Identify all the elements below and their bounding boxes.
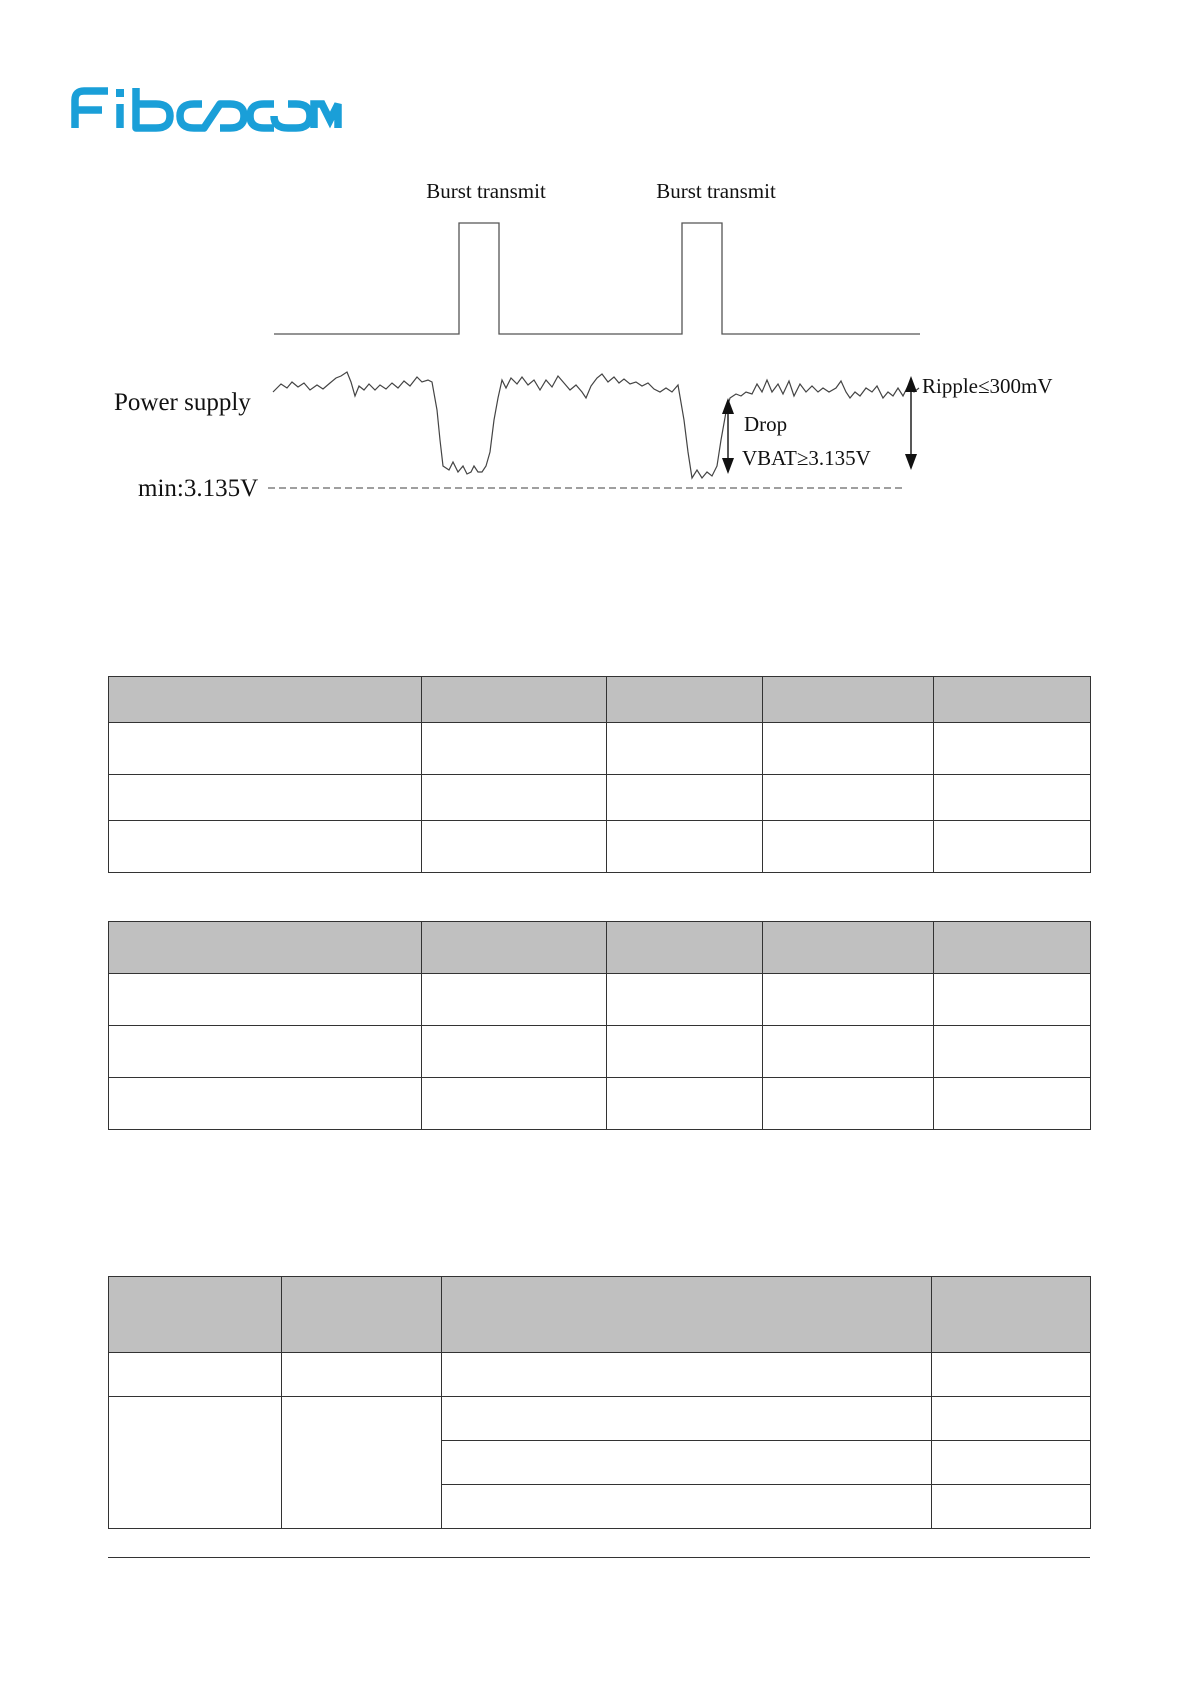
table-row [109,1078,1091,1130]
table-header-cell [932,1277,1091,1353]
table-cell [934,775,1091,821]
table-cell [932,1397,1091,1441]
table-header-cell [109,1277,282,1353]
table-row [109,974,1091,1026]
table-cell [607,1026,763,1078]
table-cell [934,821,1091,873]
table-cell [607,1078,763,1130]
table-cell [607,723,763,775]
table-row [109,1026,1091,1078]
table-header-cell [442,1277,932,1353]
drop-arrow-down-head [722,458,734,474]
table-cell [763,775,934,821]
table-cell [763,1078,934,1130]
table-row [109,775,1091,821]
table-row [109,1397,1091,1441]
burst-pulse-trace [274,223,920,334]
power-supply-label: Power supply [114,389,251,416]
table-header-cell [422,922,607,974]
table-cell [763,821,934,873]
table-cell [109,1078,422,1130]
table-header-row [109,677,1091,723]
table-cell [934,723,1091,775]
table-header-cell [763,677,934,723]
fibocom-logo [70,86,342,132]
table-cell [422,821,607,873]
table-cell [442,1397,932,1441]
spec-table-1 [108,676,1091,873]
table-header-cell [934,677,1091,723]
ripple-arrow-down-head [905,454,917,470]
table-cell [422,775,607,821]
table-header-cell [109,677,422,723]
table-cell [442,1441,932,1485]
table-cell [422,1078,607,1130]
table-cell [109,1026,422,1078]
table-cell [934,974,1091,1026]
table-cell [422,1026,607,1078]
fibocom-logo-mark [70,86,342,132]
table-header-cell [763,922,934,974]
spec-table-3 [108,1276,1091,1529]
table-header-row [109,1277,1091,1353]
drop-arrow-up-head [722,398,734,414]
spec-table-2 [108,921,1091,1130]
table-cell [442,1353,932,1397]
table-header-cell [422,677,607,723]
table-cell [763,1026,934,1078]
table-header-cell [607,677,763,723]
table-cell [932,1485,1091,1529]
burst-transmit-label-2: Burst transmit [656,179,776,203]
table-cell [763,723,934,775]
table-cell [109,775,422,821]
ripple-arrow-up-head [905,376,917,392]
table-merged-cell [109,1397,282,1529]
table-cell [109,821,422,873]
table-cell [934,1026,1091,1078]
table-cell [422,974,607,1026]
table-cell [422,723,607,775]
power-supply-diagram [100,170,1100,510]
table-cell [607,821,763,873]
table-header-cell [607,922,763,974]
burst-transmit-label-1: Burst transmit [426,179,546,203]
table-row [109,1353,1091,1397]
table-header-cell [282,1277,442,1353]
table-row [109,821,1091,873]
table-cell [109,1353,282,1397]
table-row [109,723,1091,775]
drop-label: Drop [744,412,788,436]
table-header-row [109,922,1091,974]
table-cell [109,723,422,775]
ripple-label: Ripple≤300mV [922,374,1053,398]
logo-dot [116,89,124,97]
table-cell [607,775,763,821]
table-cell [932,1353,1091,1397]
vbat-label: VBAT≥3.135V [742,446,871,470]
table-header-cell [109,922,422,974]
table-cell [932,1441,1091,1485]
table-cell [607,974,763,1026]
table-merged-cell [282,1397,442,1529]
table-cell [763,974,934,1026]
table-cell [442,1485,932,1529]
table-cell [109,974,422,1026]
min-voltage-label: min:3.135V [138,475,259,502]
table-header-cell [934,922,1091,974]
table-cell [934,1078,1091,1130]
table-cell [282,1353,442,1397]
footer-divider [108,1557,1090,1558]
